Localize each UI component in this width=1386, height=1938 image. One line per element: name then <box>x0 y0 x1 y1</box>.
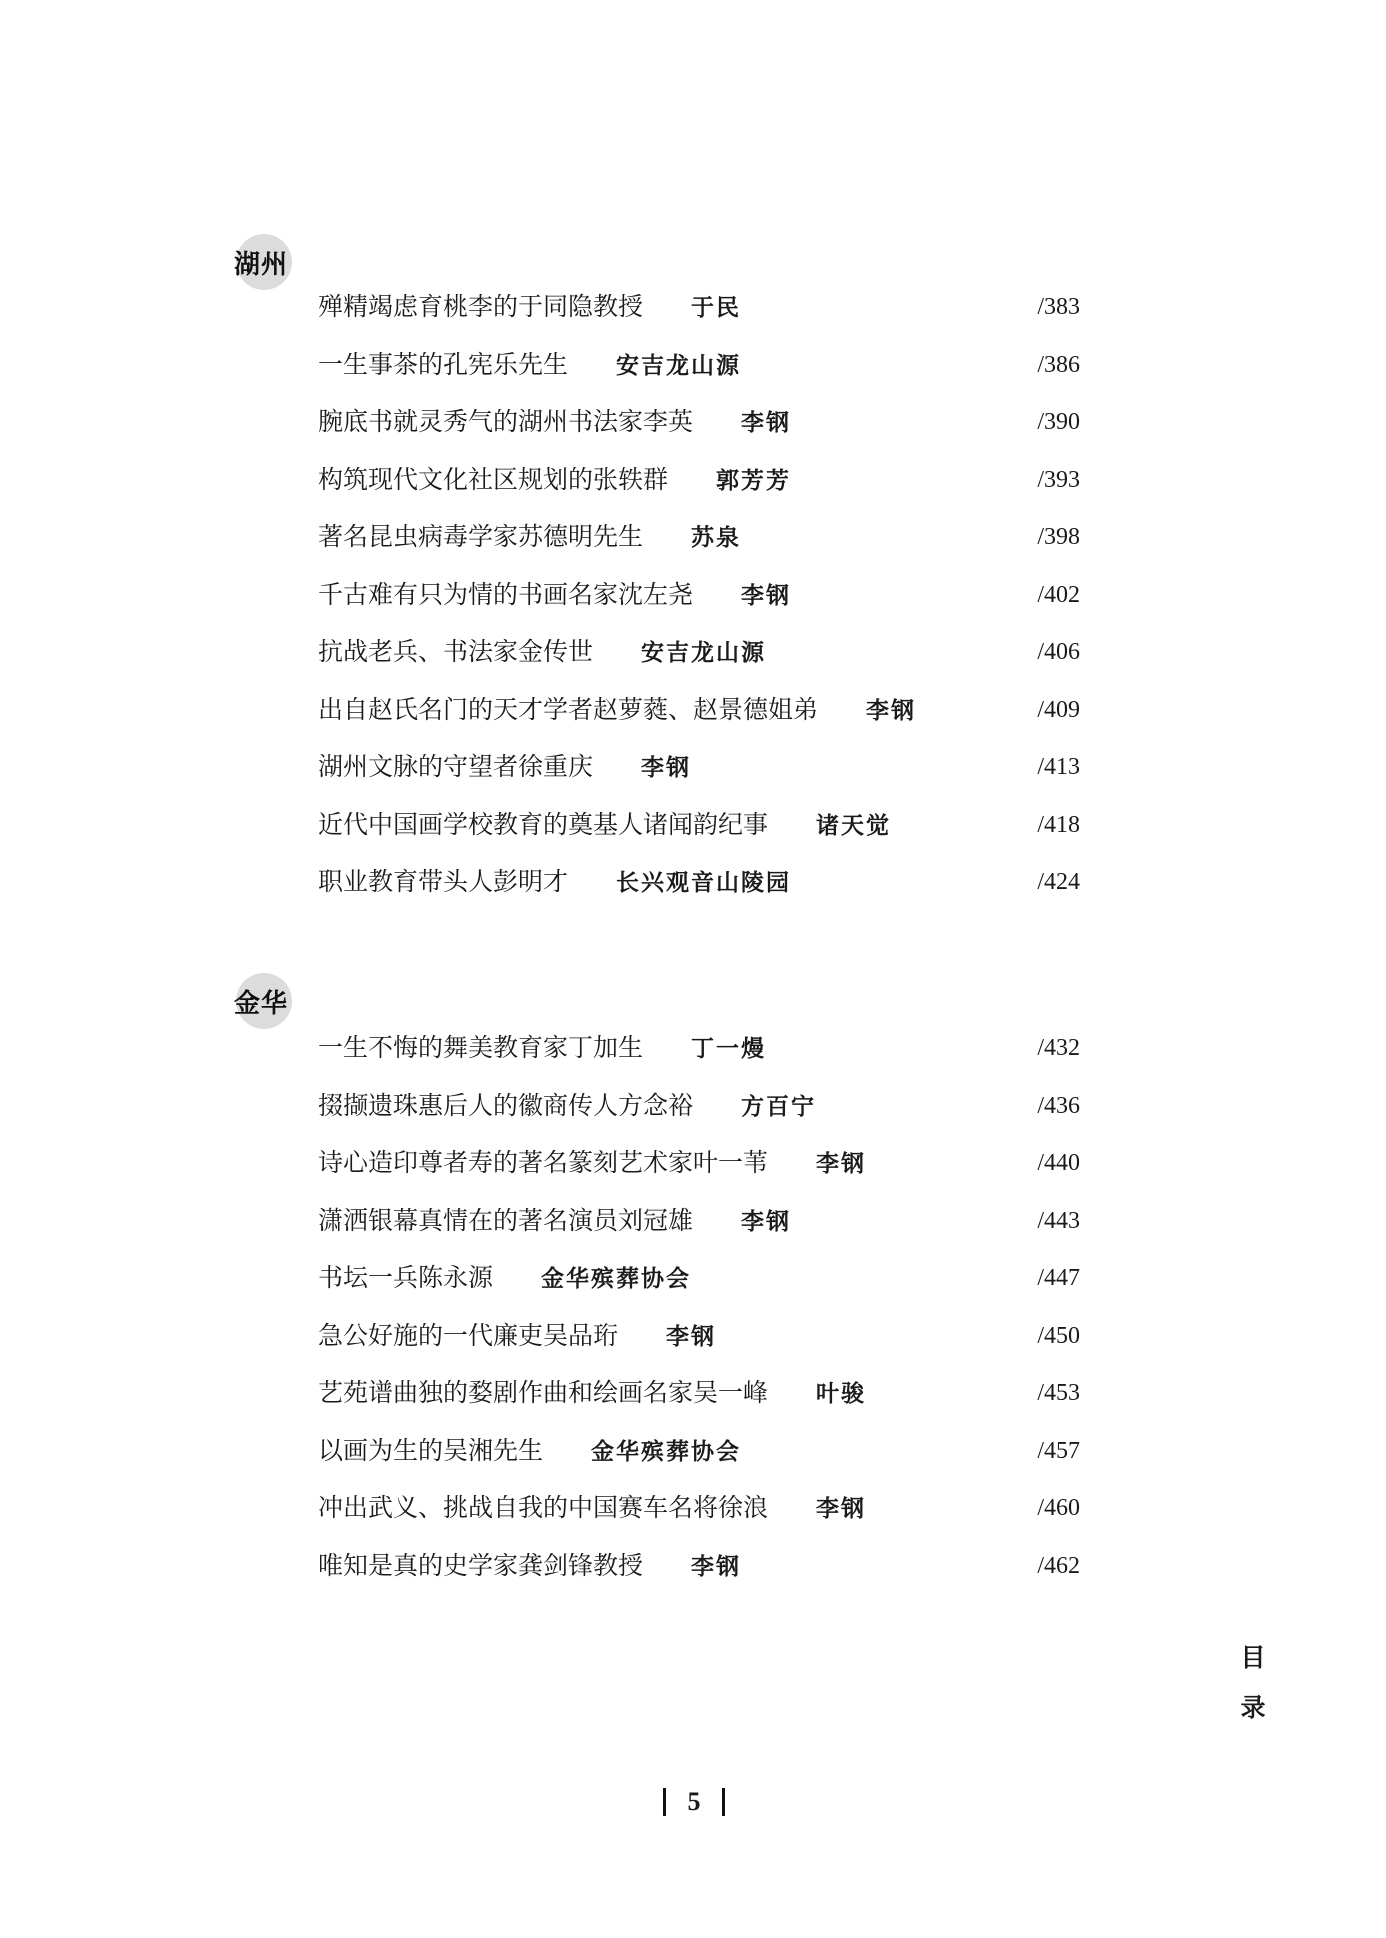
entry-title: 冲出武义、挑战自我的中国赛车名将徐浪 <box>318 1493 769 1522</box>
entry-author: 长兴观音山陵园 <box>616 869 792 896</box>
entry-author: 李钢 <box>816 1495 867 1522</box>
entry-author: 于民 <box>691 294 742 321</box>
entry-page: /383 <box>1037 294 1080 320</box>
entry-author: 安吉龙山源 <box>641 639 767 666</box>
entry-page: /386 <box>1037 352 1080 378</box>
entry-title: 诗心造印尊者寿的著名篆刻艺术家叶一苇 <box>318 1148 769 1177</box>
page-number-right-bar <box>722 1788 725 1816</box>
entry-title: 近代中国画学校教育的奠基人诸闻韵纪事 <box>318 810 769 839</box>
entry-author: 诸天觉 <box>816 812 892 839</box>
entry-page: /436 <box>1037 1093 1080 1119</box>
toc-entry[interactable] <box>318 1028 1080 1068</box>
entry-page: /406 <box>1037 639 1080 665</box>
entry-page: /440 <box>1037 1150 1080 1176</box>
toc-entry[interactable] <box>318 690 1080 730</box>
entry-title: 千古难有只为情的书画名家沈左尧 <box>318 580 694 609</box>
entry-author: 李钢 <box>666 1323 717 1350</box>
entry-title: 构筑现代文化社区规划的张轶群 <box>318 465 669 494</box>
entry-title: 出自赵氏名门的天才学者赵萝蕤、赵景德姐弟 <box>318 695 819 724</box>
toc-entry[interactable] <box>318 460 1080 500</box>
entry-page: /450 <box>1037 1323 1080 1349</box>
toc-entry[interactable] <box>318 632 1080 672</box>
entry-author: 李钢 <box>741 1208 792 1235</box>
entry-title: 一生事茶的孔宪乐先生 <box>318 350 569 379</box>
section-heading-text: 湖州 <box>234 249 289 280</box>
entry-page: /393 <box>1037 467 1080 493</box>
toc-entry[interactable] <box>318 805 1080 845</box>
toc-entry[interactable] <box>318 1488 1080 1528</box>
entry-title: 潇洒银幕真情在的著名演员刘冠雄 <box>318 1206 694 1235</box>
toc-entry[interactable] <box>318 345 1080 385</box>
entry-author: 丁一熳 <box>691 1035 767 1062</box>
entry-page: /462 <box>1037 1553 1080 1579</box>
page-number-value: 5 <box>687 1787 701 1816</box>
toc-entry[interactable] <box>318 1086 1080 1126</box>
toc-entry[interactable] <box>318 402 1080 442</box>
entry-title: 殚精竭虑育桃李的于同隐教授 <box>318 292 644 321</box>
toc-entry[interactable] <box>318 1546 1080 1586</box>
entry-page: /457 <box>1037 1438 1080 1464</box>
page-number-left-bar <box>663 1788 666 1816</box>
entry-page: /413 <box>1037 754 1080 780</box>
entry-author: 安吉龙山源 <box>616 352 742 379</box>
entry-page: /432 <box>1037 1035 1080 1061</box>
entry-author: 郭芳芳 <box>716 467 792 494</box>
entry-author: 叶骏 <box>816 1380 867 1407</box>
entry-author: 金华殡葬协会 <box>541 1265 692 1292</box>
entry-author: 金华殡葬协会 <box>591 1438 742 1465</box>
toc-entry[interactable] <box>318 517 1080 557</box>
entry-title: 湖州文脉的守望者徐重庆 <box>318 752 594 781</box>
toc-entry[interactable] <box>318 1316 1080 1356</box>
entry-title: 书坛一兵陈永源 <box>318 1263 494 1292</box>
entry-page: /447 <box>1037 1265 1080 1291</box>
toc-entry[interactable] <box>318 287 1080 327</box>
toc-entry[interactable] <box>318 1373 1080 1413</box>
entry-title: 著名昆虫病毒学家苏德明先生 <box>318 522 644 551</box>
side-label-mu: 目 <box>1240 1643 1266 1672</box>
section-heading-text: 金华 <box>234 988 289 1019</box>
entry-page: /418 <box>1037 812 1080 838</box>
toc-entry[interactable] <box>318 862 1080 902</box>
entry-page: /390 <box>1037 409 1080 435</box>
entry-page: /402 <box>1037 582 1080 608</box>
entry-page: /398 <box>1037 524 1080 550</box>
entry-author: 李钢 <box>691 1553 742 1580</box>
entry-page: /460 <box>1037 1495 1080 1521</box>
entry-title: 抗战老兵、书法家金传世 <box>318 637 594 666</box>
entry-author: 李钢 <box>741 582 792 609</box>
toc-entry[interactable] <box>318 1143 1080 1183</box>
entry-author: 李钢 <box>866 697 917 724</box>
entry-title: 艺苑谱曲独的婺剧作曲和绘画名家吴一峰 <box>318 1378 769 1407</box>
toc-entry[interactable] <box>318 575 1080 615</box>
toc-entry[interactable] <box>318 1258 1080 1298</box>
entry-page: /453 <box>1037 1380 1080 1406</box>
entry-author: 方百宁 <box>741 1093 817 1120</box>
entry-title: 掇撷遗珠惠后人的徽商传人方念裕 <box>318 1091 694 1120</box>
page-number <box>663 1785 725 1819</box>
toc-entry[interactable] <box>318 747 1080 787</box>
entry-title: 以画为生的吴湘先生 <box>318 1436 544 1465</box>
entry-page: /409 <box>1037 697 1080 723</box>
entry-author: 李钢 <box>741 409 792 436</box>
entry-author: 李钢 <box>816 1150 867 1177</box>
entry-title: 职业教育带头人彭明才 <box>318 867 569 896</box>
entry-page: /424 <box>1037 869 1080 895</box>
section-heading-jinhua <box>232 973 288 1029</box>
toc-entry[interactable] <box>318 1201 1080 1241</box>
side-label-lu: 录 <box>1240 1693 1266 1722</box>
entry-title: 一生不悔的舞美教育家丁加生 <box>318 1033 644 1062</box>
entry-title: 腕底书就灵秀气的湖州书法家李英 <box>318 407 694 436</box>
entry-title: 唯知是真的史学家龚剑锋教授 <box>318 1551 644 1580</box>
entry-page: /443 <box>1037 1208 1080 1234</box>
entry-author: 李钢 <box>641 754 692 781</box>
toc-entry[interactable] <box>318 1431 1080 1471</box>
section-heading-huzhou <box>232 234 288 290</box>
entry-title: 急公好施的一代廉吏吴品珩 <box>318 1321 619 1350</box>
entry-author: 苏泉 <box>691 524 742 551</box>
